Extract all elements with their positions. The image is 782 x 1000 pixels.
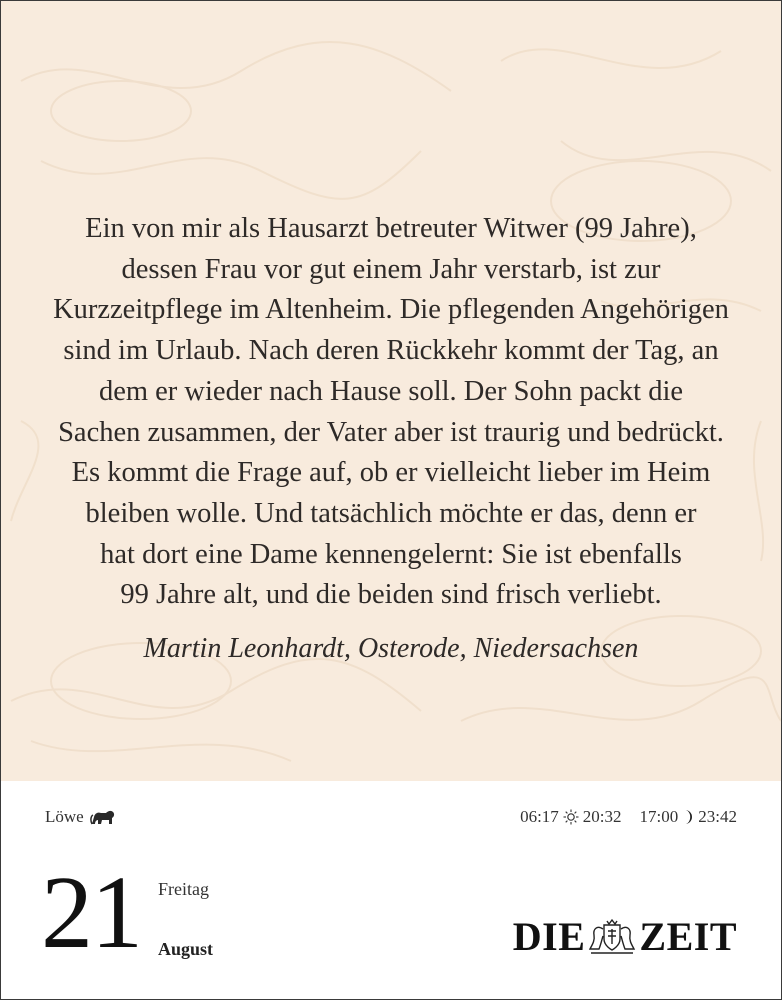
day-number: 21 bbox=[41, 855, 141, 970]
quote-line: Es kommt die Frage auf, ob er vielleicht lieber im Heim bbox=[71, 457, 711, 489]
lion-icon bbox=[90, 808, 116, 826]
quote-line: 99 Jahre alt, und die beiden sind frisch verliebt. bbox=[120, 579, 662, 611]
quote-line: bleiben wolle. Und tatsächlich möchte er das, denn er bbox=[85, 497, 697, 529]
quote-line: sind im Urlaub. Nach deren Rückkehr kommt der Tag, an bbox=[63, 335, 719, 367]
weekday-label: Freitag bbox=[158, 879, 209, 899]
brand-text-right: ZEIT bbox=[639, 914, 737, 959]
zeit-crest-icon bbox=[587, 917, 637, 957]
brand-text-left: DIE bbox=[512, 914, 586, 959]
quote-line: dem er wieder nach Hause soll. Der Sohn packt die bbox=[98, 375, 684, 407]
quote-line: Kurzzeitpflege im Altenheim. Die pflegenden Angehörigen bbox=[53, 294, 729, 326]
moonrise-time: 17:00 bbox=[639, 807, 679, 826]
zodiac-sign bbox=[45, 807, 116, 827]
quote-panel bbox=[1, 1, 781, 781]
sunset-time: 20:32 bbox=[582, 807, 622, 826]
quote-line: dessen Frau vor gut einem Jahr verstarb, ist zur bbox=[121, 253, 661, 285]
moonset-time: 23:42 bbox=[698, 807, 737, 826]
zodiac-label: Löwe bbox=[45, 807, 84, 826]
brand-logo bbox=[512, 914, 737, 959]
quote-line: hat dort eine Dame kennengelernt: Sie ist ebenfalls bbox=[100, 538, 682, 570]
sun-icon bbox=[563, 809, 579, 825]
quote-text bbox=[31, 209, 751, 616]
month-label: August bbox=[158, 939, 214, 959]
quote-line: Sachen zusammen, der Vater aber ist traurig und bedrückt. bbox=[58, 416, 724, 448]
moon-icon bbox=[682, 809, 694, 825]
quote-line: Ein von mir als Hausarzt betreuter Witwer (99 Jahre), bbox=[85, 213, 697, 244]
quote-author: Martin Leonhardt, Osterode, Niedersachsen bbox=[143, 633, 639, 664]
calendar-footer bbox=[1, 781, 781, 999]
sunrise-time: 06:17 bbox=[520, 807, 559, 826]
sun-moon-times bbox=[520, 807, 737, 827]
